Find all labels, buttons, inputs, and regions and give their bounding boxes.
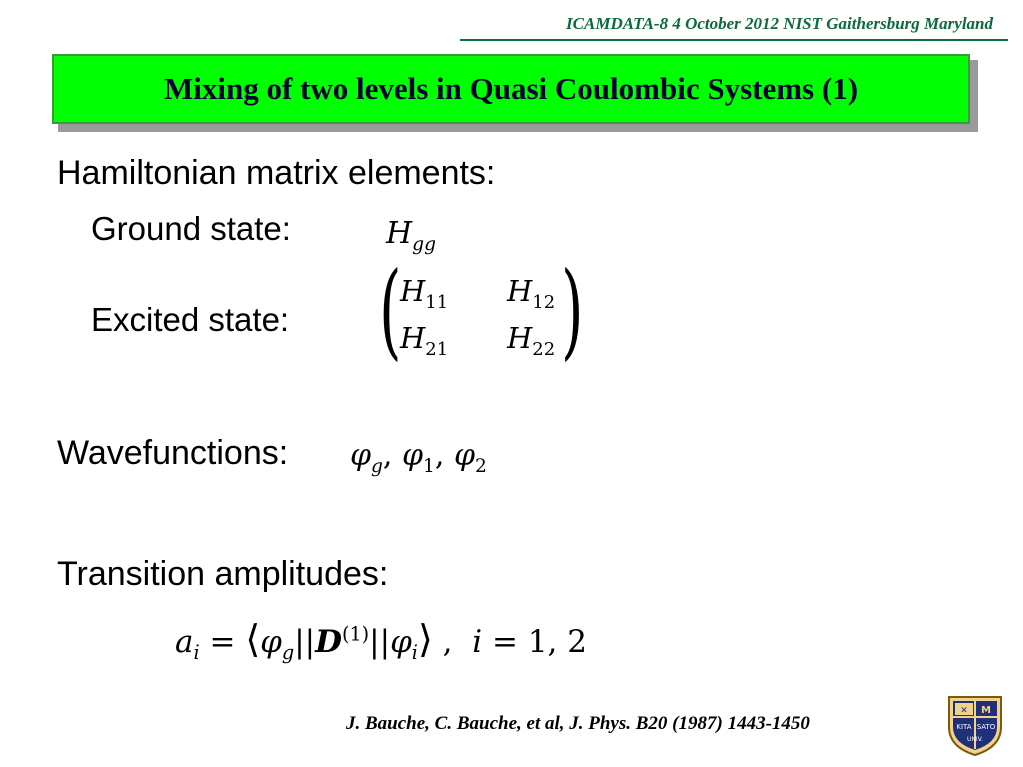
conference-header: ICAMDATA-8 4 October 2012 NIST Gaithersburg Maryland [566, 14, 993, 33]
matrix-left-paren: ( [379, 249, 402, 371]
matrix-right-paren: ) [561, 249, 584, 371]
matrix-h12: $H_{12}$ [507, 274, 556, 313]
excited-state-label: Excited state: [91, 301, 290, 338]
svg-text:✕: ✕ [960, 706, 968, 716]
matrix-h21: $H_{21}$ [400, 321, 449, 360]
university-crest-logo [945, 693, 1005, 757]
transition-label: Transition amplitudes: [57, 555, 389, 593]
svg-text:M: M [981, 705, 991, 716]
ground-state-symbol: $H_{gg}$ [386, 216, 436, 255]
svg-text:SATO: SATO [976, 723, 996, 731]
ground-state-label: Ground state: [91, 210, 291, 247]
hamiltonian-heading: Hamiltonian matrix elements: [57, 154, 496, 192]
header-underline [460, 39, 1008, 41]
wavefunctions-label: Wavefunctions: [57, 434, 289, 472]
title-box [52, 54, 970, 124]
wavefunctions-list: $\varphi_g$, $\varphi_1$, $\varphi_2$ [350, 438, 487, 477]
matrix-h11: $H_{11}$ [400, 274, 449, 313]
slide-title: Mixing of two levels in Quasi Coulombic Systems (1) [163, 71, 859, 106]
transition-equation: $a_i$ = $⟨\varphi_g||D^{(1)}||\varphi_i⟩$ , i = 1, 2 [175, 617, 587, 665]
matrix-h22: $H_{22}$ [507, 321, 556, 360]
svg-text:UNIV.: UNIV. [967, 736, 983, 743]
excited-state-matrix [379, 249, 587, 371]
reference-citation: J. Bauche, C. Bauche, et al, J. Phys. B20 (1987) 1443-1450 [346, 713, 810, 734]
svg-text:KITA: KITA [956, 723, 972, 731]
